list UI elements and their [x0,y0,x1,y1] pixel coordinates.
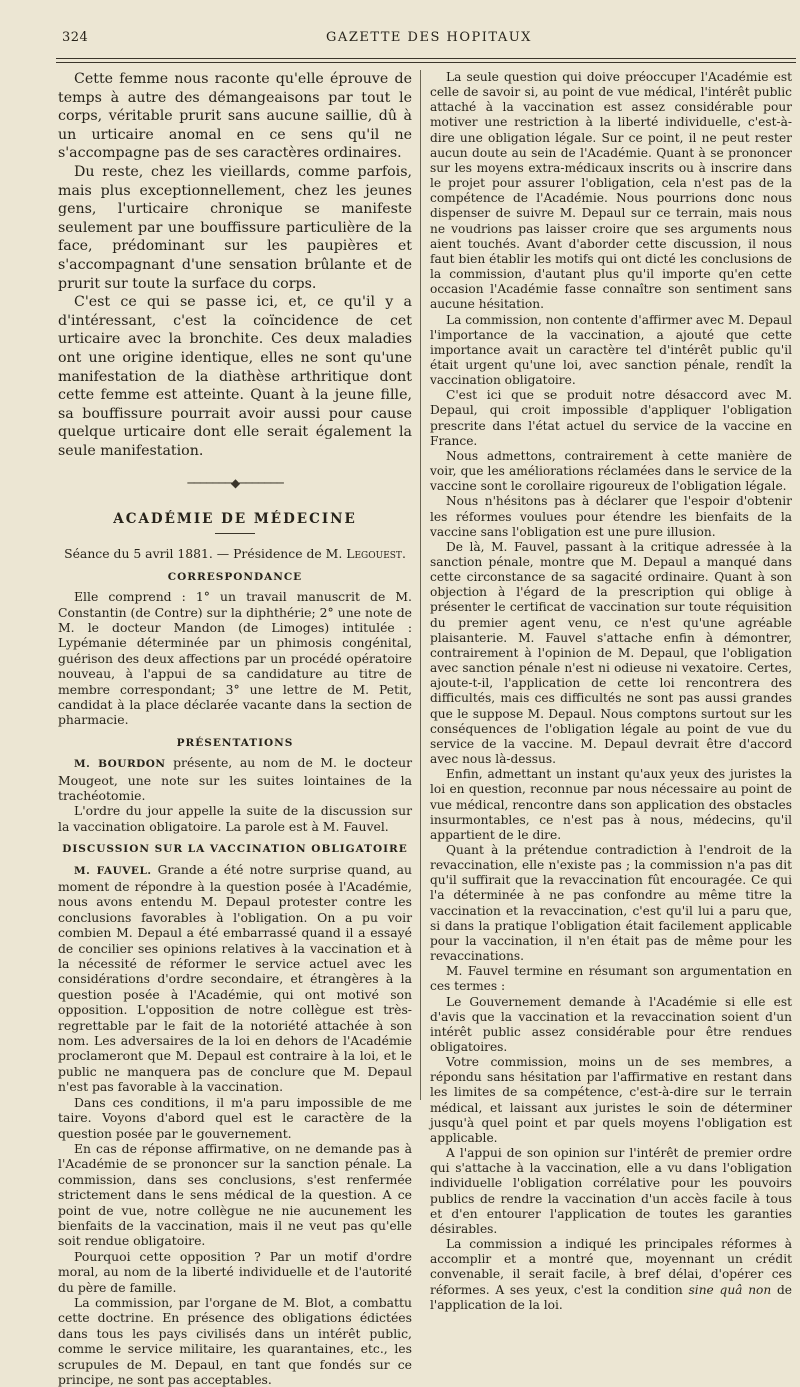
paragraph [58,755,412,803]
paragraph: Elle comprend : 1° un travail manuscrit de M. Constantin (de Contre) sur la diphthérie; 2° une note de M. le docteur Mandon (de Limoges) intitulée : Lypémanie déterminée par un phimosis congénital, guérison des deux affections par un procédé opératoire nouveau, à l'appui de sa candidature au titre de membre correspondant; 3° une lettre de M. Petit, candidat à la place déclarée vacante dans la section de pharmacie. [58,589,412,728]
paragraph-tail: de l'application de la loi. [430,1282,793,1312]
paragraph: C'est ici que se produit notre désaccord avec M. Depaul, qui croit impossible d'appliquer l'obligation prescrite dans l'état actuel du service de la vaccine en France. [430,388,792,448]
paragraph: C'est ce qui se passe ici, et, ce qu'il y a d'intéressant, c'est la coïncidence de cet urticaire avec la bronchite. Ces deux maladies ont une origine identique, elles ne sont qu'une manifestation de la diathèse arthritique dont cette femme est atteinte. Quant à la jeune fille, sa bouffissure pourrait avoir aussi pour cause quelque urticaire dont elle serait également la seule manifestation. [58,294,412,459]
paragraph: En cas de réponse affirmative, on ne demande pas à l'Académie de se prononcer sur la sanction pénale. La commission, dans ses conclusions, s'est renfermée strictement dans le sens médical de la question. A ce point de vue, notre collègue ne nie aucunement les bienfaits de la vaccination, mais il ne veut pas qu'elle soit rendue obligatoire. [58,1140,412,1249]
paragraph [430,1237,792,1313]
paragraph: A l'appui de son opinion sur l'intérêt de premier ordre qui s'attache à la vaccination, elle a vu dans l'obligation individuelle l'obligation corrélative pour les pouvoirs publics de rendre la vaccination d'un accès facile à tous et d'en entourer l'application de toutes les garanties désirables. [430,1146,792,1236]
paragraph: M. Fauvel termine en résumant son argumentation en ces termes : [430,964,792,994]
paragraph [58,862,412,1095]
ornament-divider: ───────◆─────── [187,476,283,491]
paragraph: Votre commission, moins un de ses membres, a répondu sans hésitation par l'affirmative en restant dans les limites de sa compétence, c'est-à-dire sur le terrain médical, et laissant aux juristes le soin de déterminer jusqu'à quel point et par quels moyens l'obligation est applicable. [430,1055,792,1145]
header-rule-thin [56,62,796,63]
paragraph: La commission, non contente d'affirmer avec M. Depaul l'importance de la vaccination, a ajouté que cette importance avait un caractère tel d'intérêt public qu'il était urgent qu'une loi, avec sanction pénale, rendît la vaccination obligatoire. [430,312,792,388]
intro-text [58,70,412,460]
paragraph-text: présente, au nom de M. le docteur Mougeot, une note sur les suites lointaines de la trachéotomie. [58,755,412,803]
paragraph: Quant à la prétendue contradiction à l'endroit de la revaccination, elle n'existe pas ; la commission n'a pas dit qu'il suffirait que la revaccination fût encouragée. Ce qui l'a déterminée à ne pas confondre au même titre la vaccination et la revaccination, c'est qu'il lui a paru que, si dans la pratique l'obligation était facilement applicable pour la vaccination, il n'en était pas de même pour les revaccinations. [430,842,792,964]
session-prefix: Séance du 5 avril 1881. — Présidence de M. [64,546,343,562]
page-header [62,30,796,56]
paragraph: La commission, par l'organe de M. Blot, a combattu cette doctrine. En présence des obligations édictées dans tous les pays civilisés dans un intérêt public, comme le service militaire, les quarantaines, etc., les scrupules de M. Depaul, en tant que fondés sur ce principe, ne sont pas acceptables. [58,1294,412,1387]
paragraph: La seule question qui doive préoccuper l'Académie est celle de savoir si, au point de vue médical, l'intérêt public attaché à la vaccination est assez considérable pour motiver une restriction à la liberté individuelle, c'est-à-dire une obligation légale. Sur ce point, il ne peut rester aucun doute au sein de l'Académie. Quant à se prononcer sur les moyens extra-médicaux inscrits ou à inscrire dans le projet pour assurer l'obligation, cela n'est pas de la compétence de l'Académie. Nous pourrions donc nous dispenser de suivre M. Depaul sur ce terrain, mais nous ne voudrions pas laisser croire que ses arguments nous aient touchés. Avant d'aborder cette discussion, il nous faut bien établir les motifs qui ont dicté les conclusions de la commission, d'autant plus qu'il importe qu'en cette occasion l'Académie fasse connaître son sentiment sans aucune hésitation. [430,70,792,312]
paragraph: Du reste, chez les vieillards, comme parfois, mais plus exceptionnellement, chez les jeunes gens, l'urticaire chronique se manifeste seulement par une bouffissure particulière de la face, prédominant sur les paupières et s'accompagnant d'une sensation brûlante et de prurit sur toute la surface du corps. [58,163,412,292]
paragraph-text: Grande a été notre surprise quand, au moment de répondre à la question posée à l'Académie, nous avons entendu M. Depaul protester contre les conclusions favorables à l'obligation. On a pu voir combien M. Depaul a été embarrassé quand il a essayé de concilier ses opinions relatives à la vaccination et à la nécessité de réformer le service actuel avec les considérations d'ordre secondaire, et étrangères à la question posée à l'Académie, qui ont motivé son opposition. L'opposition de notre collègue est très-regrettable par le fait de la notoriété attachée à son nom. Les adversaires de la loi en dehors de l'Académie proclameront que M. Depaul est contraire à la loi, et le public ne manquera pas de conclure que M. Depaul n'est pas favorable à la vaccination. [58,861,412,1095]
header-rule [56,58,796,59]
session-president: Legouest. [346,546,406,562]
paragraph: Enfin, admettant un instant qu'aux yeux des juristes la loi en question, reconnue par nous nécessaire au point de vue médical, rencontre dans son application des obstacles insurmontables, ce n'est pas à nous, médecins, qu'il appartient de le dire. [430,767,792,842]
session-line [58,546,412,561]
speaker-name: M. BOURDON [74,758,166,771]
running-title: GAZETTE DES HOPITAUX [326,30,532,45]
correspondance-title: CORRESPONDANCE [167,570,303,583]
right-column [430,70,792,1313]
section-title: ACADÉMIE DE MÉDECINE [113,510,357,527]
paragraph: Nous admettons, contrairement à cette manière de voir, que les améliorations réclamées dans le service de la vaccine sont le corollaire rigoureux de l'obligation légale. [430,448,792,494]
page-number: 324 [62,30,89,45]
speaker-name: M. FAUVEL. [74,864,152,877]
paragraph: Dans ces conditions, il m'a paru impossible de me taire. Voyons d'abord quel est le caractère de la question posée par le gouvernement. [58,1094,412,1141]
latin-phrase: sine quâ non [688,1282,772,1297]
left-column [58,70,412,1387]
paragraph: L'ordre du jour appelle la suite de la discussion sur la vaccination obligatoire. La parole est à M. Fauvel. [58,803,412,834]
section-rule [215,533,255,534]
paragraph: De là, M. Fauvel, passant à la critique adressée à la sanction pénale, montre que M. Depaul a manqué dans cette circonstance de sa sagacité ordinaire. Quant à son objection à l'égard de la prescription qui oblige à présenter le certificat de vaccination sur toute réquisition du premier agent venu, ce n'est qu'une agréable plaisanterie. M. Fauvel s'attache enfin à démontrer, contrairement à l'opinion de M. Depaul, que l'obligation avec sanction pénale n'est ni odieuse ni vexatoire. Certes, ajoute-t-il, l'application de cette loi rencontrera des difficultés, mais ces difficultés ne sont pas aussi grandes que le suppose M. Depaul. Nous comptons surtout sur les conséquences de l'obligation légale au point de vue du service de la vaccine. M. Depaul devrait être d'accord avec nous là-dessus. [430,539,792,767]
paragraph: Pourquoi cette opposition ? Par un motif d'ordre moral, au nom de la liberté individuelle et de l'autorité du père de famille. [58,1248,412,1295]
paragraph: Nous n'hésitons pas à déclarer que l'espoir d'obtenir les réformes voulues pour étendre les bienfaits de la vaccine sans l'obligation est une pure illusion. [430,494,792,539]
paragraph: Le Gouvernement demande à l'Académie si elle est d'avis que la vaccination et la revaccination soient d'un intérêt public assez considérable pour être rendues obligatoires. [430,994,792,1054]
presentations-title: PRÉSENTATIONS [176,736,294,749]
discussion-title: DISCUSSION SUR LA VACCINATION OBLIGATOIRE [62,843,408,856]
paragraph-text: La commission a indiqué les principales réformes à accomplir et a montré que, moyennant un crédit convenable, il serait facile, à bref délai, d'opérer ces réformes. A ses yeux, c'est la condition [430,1237,792,1297]
paragraph: Cette femme nous raconte qu'elle éprouve de temps à autre des démangeaisons par tout le corps, véritable prurit sans aucune saillie, dû à un urticaire anomal en ce sens qu'il ne s'accompagne pas de ses caractères ordinaires. [58,71,412,162]
column-divider [420,70,421,1100]
